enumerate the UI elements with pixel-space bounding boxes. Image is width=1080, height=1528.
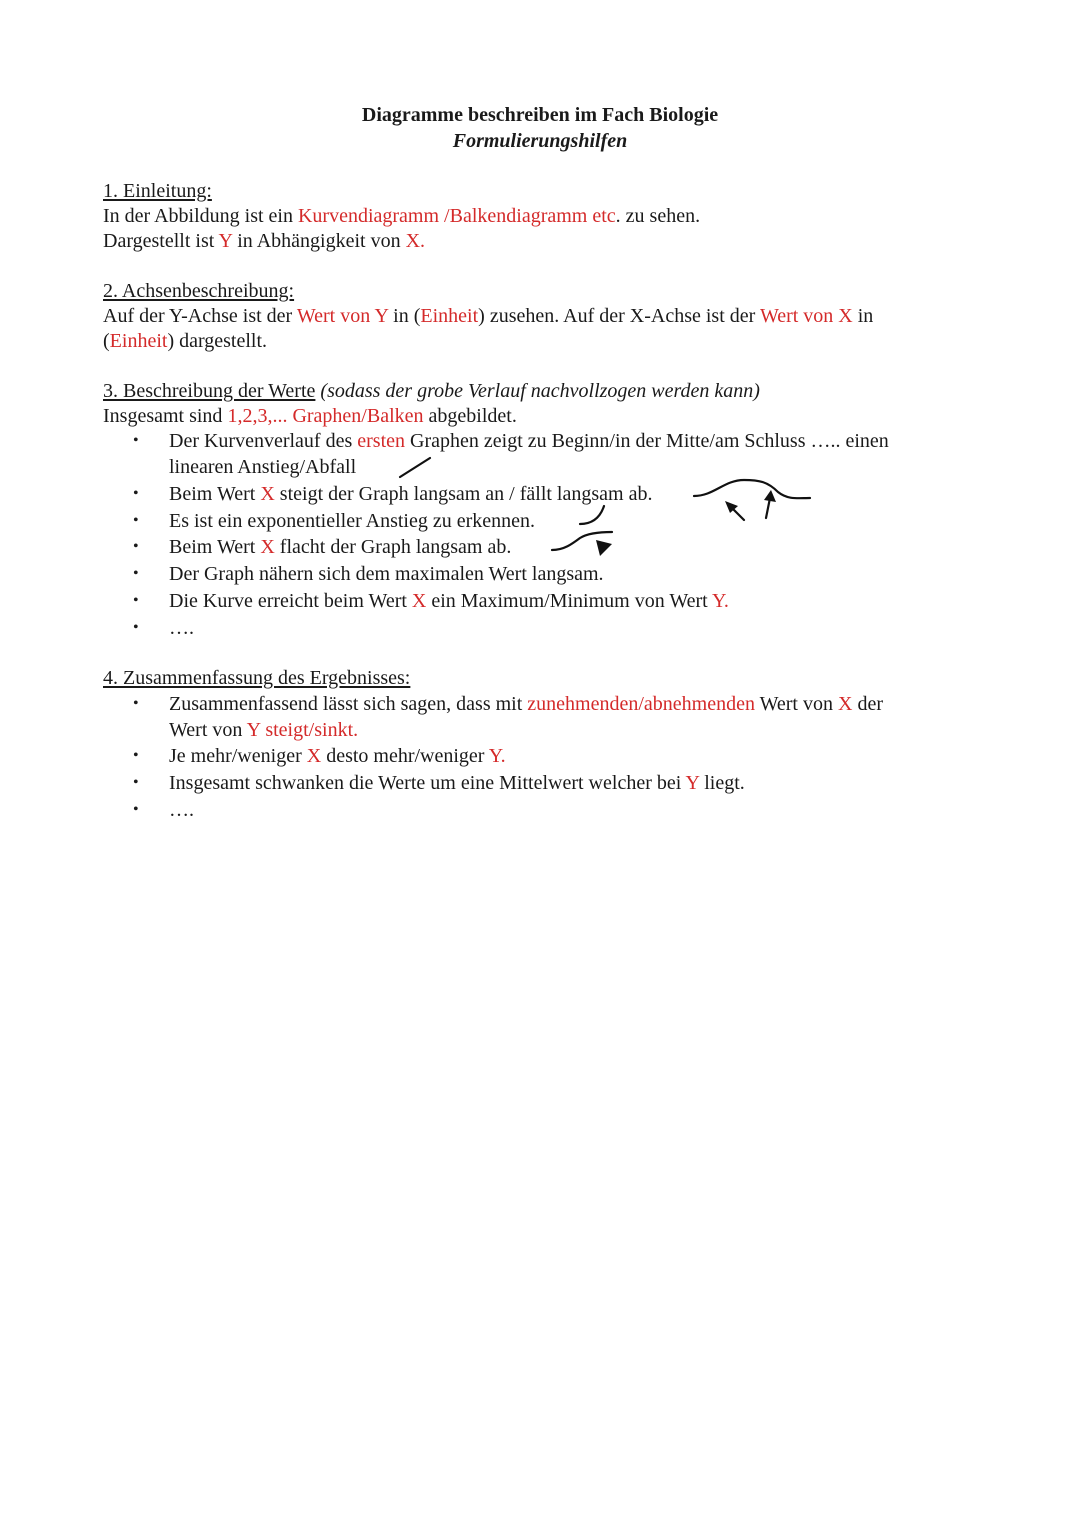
bullet-marker: •: [133, 432, 139, 449]
bullet-marker: •: [133, 774, 139, 791]
section-3-bullet-7: ….: [169, 617, 194, 639]
bullet-marker: •: [133, 619, 139, 636]
section-1-line-2: Dargestellt ist Y in Abhängigkeit von X.: [103, 230, 426, 252]
section-3-bullet-4: Beim Wert X flacht der Graph langsam ab.: [169, 536, 512, 558]
section-3-bullet-2: Beim Wert X steigt der Graph langsam an / fällt langsam ab.: [169, 483, 653, 505]
section-2-line-2: (Einheit) dargestellt.: [103, 330, 268, 352]
section-4-bullet-2: Je mehr/weniger X desto mehr/weniger Y.: [169, 745, 506, 767]
document-subtitle: Formulierungshilfen: [452, 130, 628, 152]
section-3-bullet-1-cont: linearen Anstieg/Abfall: [169, 456, 357, 478]
linear-sketch-icon: [398, 455, 432, 479]
section-4-bullet-3: Insgesamt schwanken die Werte um eine Mittelwert welcher bei Y liegt.: [169, 772, 745, 794]
flattening-sketch-icon: [550, 530, 616, 560]
section-3-intro: Insgesamt sind 1,2,3,... Graphen/Balken abgebildet.: [103, 405, 517, 427]
section-3-bullet-1: Der Kurvenverlauf des ersten Graphen zeigt zu Beginn/in der Mitte/am Schluss ….. einen: [169, 430, 889, 452]
bullet-marker: •: [133, 512, 139, 529]
exponential-sketch-icon: [578, 502, 608, 528]
section-3-bullet-6: Die Kurve erreicht beim Wert X ein Maximum/Minimum von Wert Y.: [169, 590, 729, 612]
section-3-bullet-5: Der Graph nähern sich dem maximalen Wert langsam.: [169, 563, 604, 585]
section-3-bullet-3: Es ist ein exponentieller Anstieg zu erkennen.: [169, 510, 536, 532]
section-4-heading: 4. Zusammenfassung des Ergebnisses:: [103, 667, 411, 689]
section-2-line-1: Auf der Y-Achse ist der Wert von Y in (Einheit) zusehen. Auf der X-Achse ist der Wert von X in: [103, 305, 874, 327]
section-1-line-1: In der Abbildung ist ein Kurvendiagramm /Balkendiagramm etc. zu sehen.: [103, 205, 701, 227]
bullet-marker: •: [133, 801, 139, 818]
bullet-marker: •: [133, 695, 139, 712]
bullet-marker: •: [133, 485, 139, 502]
section-2-heading: 2. Achsenbeschreibung:: [103, 280, 295, 302]
bullet-marker: •: [133, 747, 139, 764]
section-4-bullet-1: Zusammenfassend lässt sich sagen, dass mit zunehmenden/abnehmenden Wert von X der: [169, 693, 883, 715]
bullet-marker: •: [133, 565, 139, 582]
section-3-heading: 3. Beschreibung der Werte (sodass der grobe Verlauf nachvollzogen werden kann): [103, 380, 760, 402]
section-1-heading: 1. Einleitung:: [103, 180, 212, 202]
bullet-marker: •: [133, 538, 139, 555]
bullet-marker: •: [133, 592, 139, 609]
section-4-bullet-4: ….: [169, 799, 194, 821]
peak-curve-sketch-icon: [692, 476, 814, 524]
document-title: Diagramme beschreiben im Fach Biologie: [361, 104, 719, 126]
section-4-bullet-1-cont: Wert von Y steigt/sinkt.: [169, 719, 359, 741]
